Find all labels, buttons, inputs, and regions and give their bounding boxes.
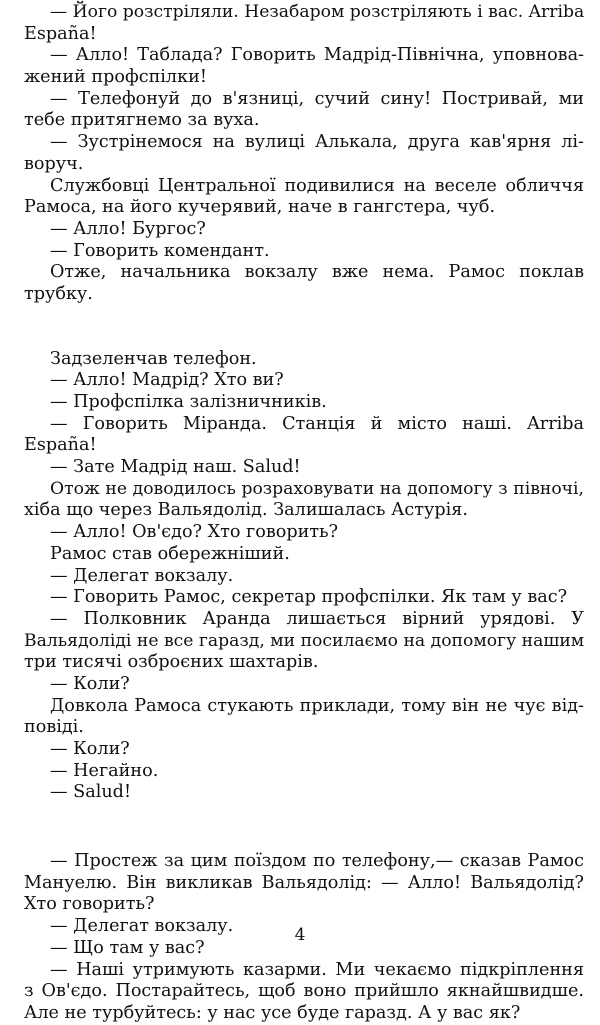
text-line: — Говорить Міранда. Станція й місто наші. Arriba — [50, 413, 584, 434]
text-line: Хто говорить? — [24, 894, 155, 915]
text-line: три тисячі озброєних шахтарів. — [24, 652, 319, 673]
text-line: Службовці Центральної подивилися на веселе обличчя — [50, 175, 584, 196]
text-line: España! — [24, 435, 97, 456]
text-line: повіді. — [24, 717, 84, 738]
text-line: — Делегат вокзалу. — [50, 916, 234, 937]
text-line: — Говорить комендант. — [50, 240, 270, 261]
text-line: Отож не доводилось розраховувати на допомогу з півночі, — [50, 478, 584, 499]
text-line: — Зустрінемося на вулиці Алькала, друга кав'ярня лі- — [50, 132, 584, 153]
text-line: тебе притягнемо за вуха. — [24, 110, 260, 131]
text-line: Задзеленчав телефон. — [50, 348, 257, 369]
text-line: — Алло! Ов'єдо? Хто говорить? — [50, 522, 339, 543]
section-gap — [24, 306, 584, 349]
text-line: — Телефонуй до в'язниці, сучий сину! Постривай, ми — [50, 88, 584, 109]
text-line: Мануелю. Він викликав Вальядолід: — Алло! Вальядолід? — [24, 872, 584, 893]
text-block-1 — [24, 2, 584, 306]
text-line: — Профспілка залізничників. — [50, 392, 327, 412]
section-gap — [24, 804, 584, 851]
text-line: Довкола Рамоса стукають приклади, тому він не чує від- — [50, 695, 584, 716]
text-line: трубку. — [24, 283, 93, 304]
text-line: жений профспілки! — [24, 67, 207, 88]
text-line: España! — [24, 23, 97, 44]
text-line: — Зате Мадрід наш. Salud! — [50, 457, 301, 478]
text-line: — Делегат вокзалу. — [50, 565, 234, 586]
text-line: — Salud! — [50, 782, 132, 803]
text-line: Отже, начальника вокзалу вже нема. Рамос поклав — [50, 262, 584, 283]
text-line: — Коли? — [50, 673, 130, 694]
book-page-text — [24, 2, 584, 1025]
text-line: Рамос став обережніший. — [50, 543, 290, 564]
text-line: — Коли? — [50, 739, 130, 759]
text-line: — Простеж за цим поїздом по телефону,— сказав Рамос — [50, 851, 584, 872]
text-line: з Ов'єдо. Постарайтесь, щоб воно прийшло якнайшвидше. — [24, 981, 584, 1002]
text-line: Але не турбуйтесь: у нас усе буде гаразд. А у вас як? — [24, 1002, 521, 1023]
text-line: — Що там у вас? — [50, 937, 205, 958]
text-line: — Алло! Таблада? Говорить Мадрід-Північна, уповнова- — [50, 45, 584, 66]
text-line: Рамоса, на його кучерявий, наче в гангстера, чуб. — [24, 197, 496, 218]
text-line: хіба що через Вальядолід. Залишалась Астурія. — [24, 500, 468, 521]
text-line: — Говорить Рамос, секретар профспілки. Як там у вас? — [50, 587, 568, 608]
page-number: 4 — [294, 925, 306, 945]
text-line: — Полковник Аранда лишається вірний урядові. У — [50, 608, 584, 629]
text-line: — Алло! Бургос? — [50, 218, 206, 239]
text-line: — Наші утримують казарми. Ми чекаємо підкріплення — [50, 959, 584, 980]
text-line: воруч. — [24, 153, 84, 174]
text-line: — Його розстріляли. Незабаром розстріляють і вас. Arriba — [50, 2, 585, 22]
text-line: Вальядоліді не все гаразд, ми посилаємо на допомогу нашим — [24, 630, 585, 651]
text-block-2 — [24, 349, 584, 804]
text-line: — Алло! Мадрід? Хто ви? — [50, 370, 284, 391]
text-line: — Негайно. — [50, 760, 159, 781]
